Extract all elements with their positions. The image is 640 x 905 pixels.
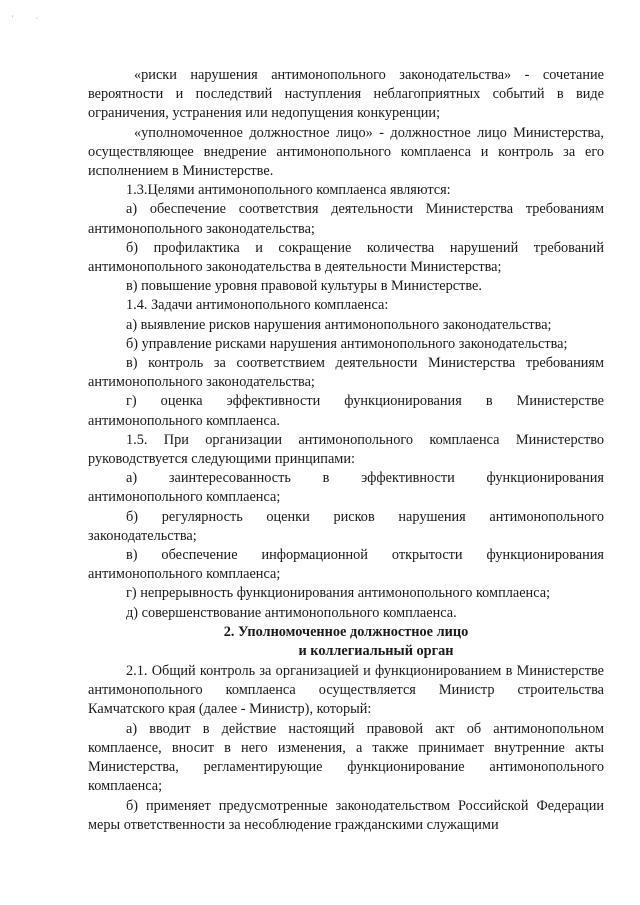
paragraph-task-b: б) управление рисками нарушения антимонопольного законодательства; (126, 335, 568, 352)
paragraph-minister-duty-b: б) применяет предусмотренные законодательством Российской Федерации меры ответственности за несоблюдение гражданскими служащими (88, 797, 604, 833)
paragraph-task-d: г) оценка эффективности функционирования в Министерстве антимонопольного комплаенса. (88, 393, 604, 429)
section-heading (88, 623, 604, 662)
paragraph-goal-c: в) повышение уровня правовой культуры в Министерстве. (126, 278, 482, 295)
paragraph-principle-a: а) заинтересованность в эффективности функционирования антимонопольного комплаенса; (88, 470, 604, 506)
paragraph-principle-e: д) совершенствование антимонопольного комплаенса. (126, 604, 457, 621)
section-heading-line1: 2. Уполномоченное должностное лицо (223, 623, 469, 640)
paragraph-goals-heading: 1.3.Целями антимонопольного комплаенса являются: (126, 182, 451, 199)
paragraph-minister-duty-a: а) вводит в действие настоящий правовой акт об антимонопольном комплаенсе, вносит в него изменения, а также принимает внутренние акты Министерства, регламентирующие функционирование антимонопольного комплаенса; (88, 720, 604, 795)
paragraph-authorized-official-definition: «уполномоченное должностное лицо» - должностное лицо Министерства, осуществляющее внедрение антимонопольного комплаенса и контроль за его исполнением в Министерстве. (88, 124, 604, 180)
paragraph-task-a: а) выявление рисков нарушения антимонопольного законодательства; (126, 316, 552, 333)
paragraph-general-control: 2.1. Общий контроль за организацией и функционированием в Министерстве антимонопольного комплаенса осуществляется Министр строительства Камчатского края (далее - Министр), который: (88, 663, 604, 718)
document-body (88, 66, 604, 835)
paragraph-risks-definition: «риски нарушения антимонопольного законодательства» - сочетание вероятности и последствий наступления неблагоприятных событий в виде ограничения, устранения или недопущения конкуренции; (88, 67, 604, 122)
paragraph-principle-b: б) регулярность оценки рисков нарушения антимонопольного законодательства; (88, 508, 604, 544)
paragraph-principles-heading: 1.5. При организации антимонопольного комплаенса Министерство руководствуется следующими принципами: (88, 431, 604, 468)
paragraph-goal-b: б) профилактика и сокращение количества нарушений требований антимонопольного законодательства в деятельности Министерства; (88, 239, 604, 276)
scan-corner-marks: ' · (12, 14, 49, 23)
paragraph-principle-d: г) непрерывность функционирования антимонопольного комплаенса; (126, 585, 551, 602)
paragraph-tasks-heading: 1.4. Задачи антимонопольного комплаенса: (126, 297, 389, 314)
section-heading-line2: и коллегиальный орган (298, 643, 454, 660)
paragraph-task-c: в) контроль за соответствием деятельности Министерства требованиям антимонопольного законодательства; (88, 355, 604, 391)
paragraph-goal-a: а) обеспечение соответствия деятельности Министерства требованиям антимонопольного законодательства; (88, 201, 604, 237)
paragraph-principle-c: в) обеспечение информационной открытости функционирования антимонопольного комплаенса; (88, 547, 604, 583)
